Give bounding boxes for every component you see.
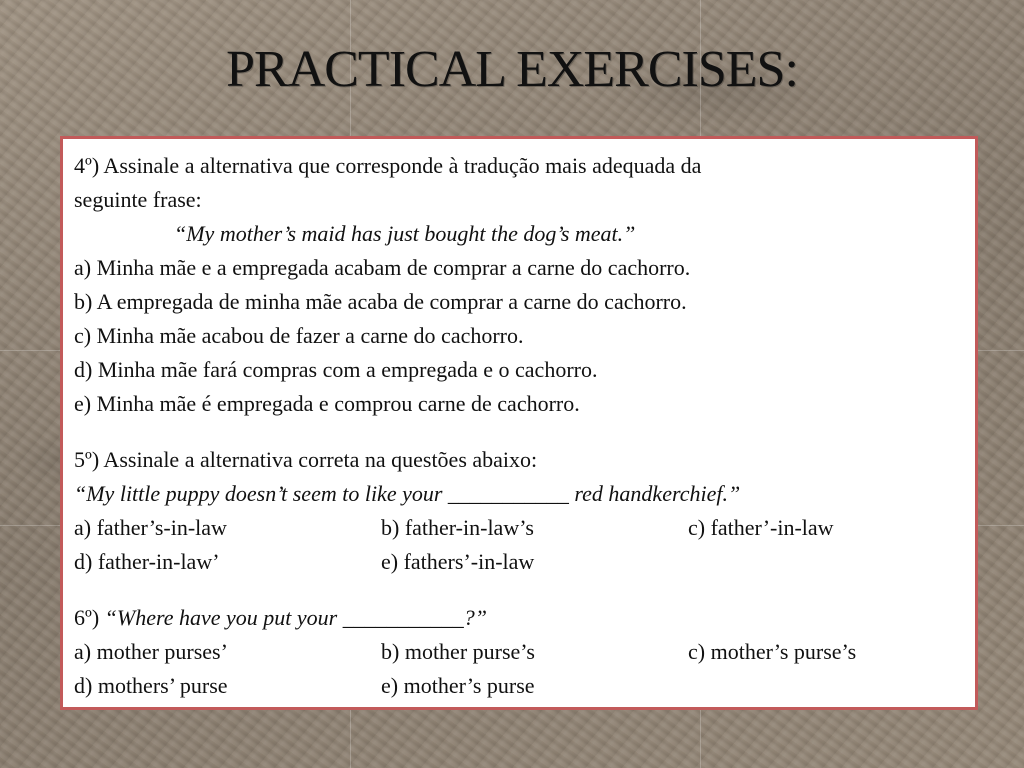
option-6a: a) mother purses’ bbox=[74, 639, 228, 664]
question-5 bbox=[74, 443, 965, 579]
question-6-prompt bbox=[74, 601, 965, 635]
slide-title: PRACTICAL EXERCISES: bbox=[226, 41, 798, 98]
option-6d: d) mothers’ purse bbox=[74, 673, 228, 698]
question-6 bbox=[74, 601, 965, 703]
option-5d: d) father-in-law’ bbox=[74, 549, 220, 574]
question-5-options-row bbox=[74, 545, 965, 579]
spacer bbox=[74, 579, 965, 601]
option-5b: b) father-in-law’s bbox=[381, 515, 534, 540]
question-5-prompt: 5º) Assinale a alternativa correta na questões abaixo: bbox=[74, 447, 538, 472]
question-4 bbox=[74, 149, 965, 421]
question-6-options-row bbox=[74, 635, 965, 669]
question-6-number: 6º) bbox=[74, 605, 100, 630]
option-4d: d) Minha mãe fará compras com a empregada e o cachorro. bbox=[74, 357, 598, 382]
question-6-options-row bbox=[74, 669, 965, 703]
option-6c: c) mother’s purse’s bbox=[688, 639, 857, 664]
question-5-quote: “My little puppy doesn’t seem to like your ___________ red handkerchief.” bbox=[74, 481, 741, 506]
option-5e: e) fathers’-in-law bbox=[381, 549, 535, 574]
option-5c: c) father’-in-law bbox=[688, 515, 834, 540]
question-4-prompt: 4º) Assinale a alternativa que corresponde à tradução mais adequada da bbox=[74, 153, 702, 178]
option-6e: e) mother’s purse bbox=[381, 673, 535, 698]
option-4b: b) A empregada de minha mãe acaba de comprar a carne do cachorro. bbox=[74, 289, 687, 314]
exercise-panel bbox=[60, 136, 978, 710]
question-6-quote: “Where have you put your ___________?” bbox=[104, 605, 487, 630]
question-5-options-row bbox=[74, 511, 965, 545]
option-4a: a) Minha mãe e a empregada acabam de comprar a carne do cachorro. bbox=[74, 255, 691, 280]
question-4-prompt-continued: seguinte frase: bbox=[74, 187, 202, 212]
option-4c: c) Minha mãe acabou de fazer a carne do cachorro. bbox=[74, 323, 524, 348]
option-5a: a) father’s-in-law bbox=[74, 515, 227, 540]
option-4e: e) Minha mãe é empregada e comprou carne de cachorro. bbox=[74, 391, 580, 416]
spacer bbox=[74, 421, 965, 443]
option-6b: b) mother purse’s bbox=[381, 639, 535, 664]
question-4-quote: “My mother’s maid has just bought the dog’s meat.” bbox=[174, 221, 636, 246]
